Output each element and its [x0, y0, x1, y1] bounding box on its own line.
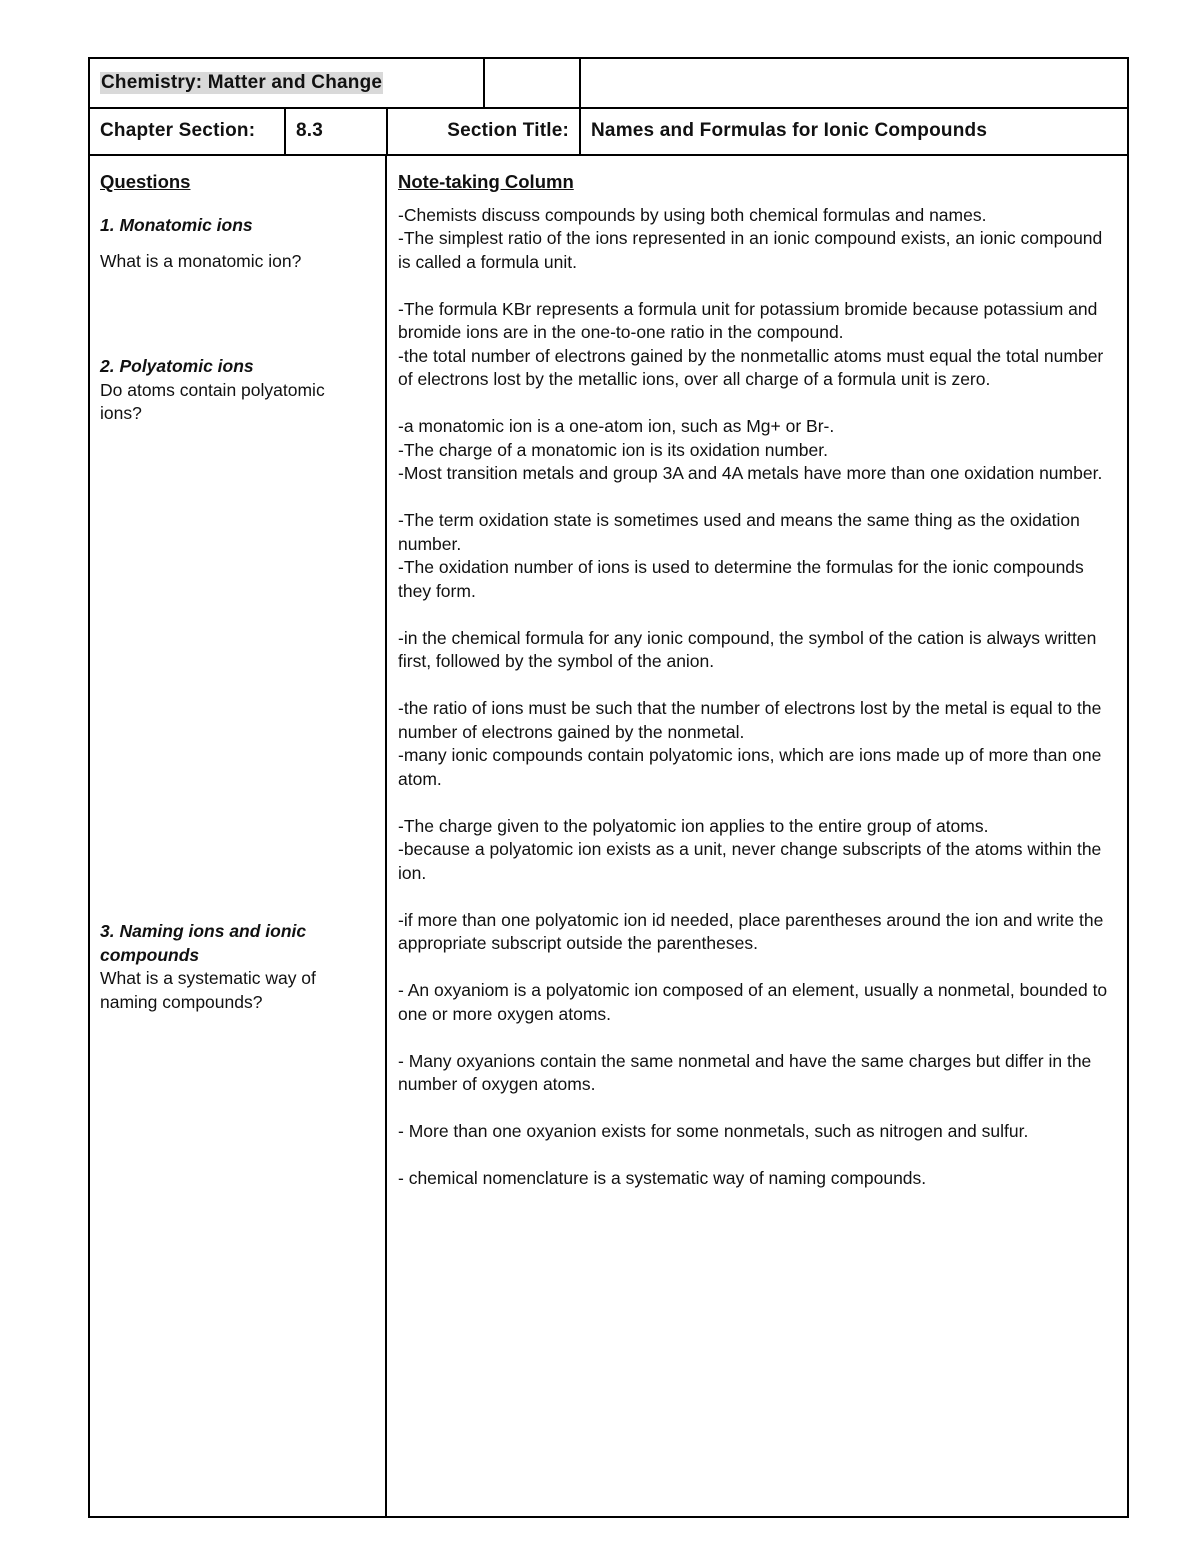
question-item [100, 920, 370, 1014]
note-paragraph [398, 697, 1119, 791]
note-line: -The oxidation number of ions is used to determine the formulas for the ionic compounds they form. [398, 557, 1084, 601]
note-line: -The charge given to the polyatomic ion applies to the entire group of atoms. [398, 815, 989, 836]
col-divider-title-1 [483, 59, 485, 108]
course-title: Chemistry: Matter and Change [101, 72, 383, 93]
chapter-section-label: Chapter Section: [100, 120, 256, 141]
note-line: -if more than one polyatomic ion id needed, place parentheses around the ion and write the appropriate subscript outside the parentheses. [398, 909, 1104, 953]
chapter-section-value: 8.3 [296, 120, 324, 141]
note-line: - An oxyaniom is a polyatomic ion composed of an element, usually a nonmetal, bounded to one or more oxygen atoms. [398, 980, 1108, 1024]
note-paragraph [398, 1050, 1119, 1097]
note-line: -in the chemical formula for any ionic compound, the symbol of the cation is always written first, followed by the symbol of the anion. [398, 627, 1097, 671]
note-line: - Many oxyanions contain the same nonmetal and have the same charges but differ in the number of oxygen atoms. [398, 1050, 1092, 1094]
note-paragraph [398, 415, 1119, 486]
col-divider-title-2 [579, 59, 581, 108]
note-paragraph [398, 509, 1119, 603]
question-title: 2. Polyatomic ions [100, 356, 254, 376]
notes-body [398, 204, 1119, 1191]
note-line: -The formula KBr represents a formula unit for potassium bromide because potassium and bromide ions are in the one-to-one ratio in the compound. [398, 298, 1098, 342]
note-line: -The term oxidation state is sometimes used and means the same thing as the oxidation number. [398, 510, 1080, 554]
note-paragraph [398, 1120, 1119, 1144]
note-line: -The charge of a monatomic ion is its oxidation number. [398, 439, 828, 460]
question-text: What is a systematic way of naming compounds? [100, 968, 316, 1012]
question-title: 1. Monatomic ions [100, 215, 253, 235]
note-line: -The simplest ratio of the ions represented in an ionic compound exists, an ionic compound is called a formula unit. [398, 228, 1103, 272]
question-text: What is a monatomic ion? [100, 250, 302, 271]
section-title-label: Section Title: [447, 120, 569, 141]
note-paragraph [398, 979, 1119, 1026]
cornell-notes-sheet [88, 57, 1129, 1518]
note-line: -because a polyatomic ion exists as a unit, never change subscripts of the atoms within the ion. [398, 839, 1102, 883]
note-paragraph [398, 204, 1119, 275]
note-line: -Most transition metals and group 3A and 4A metals have more than one oxidation number. [398, 463, 1103, 483]
question-item [100, 355, 370, 426]
note-line: - chemical nomenclature is a systematic way of naming compounds. [398, 1168, 927, 1188]
question-item [100, 214, 370, 273]
note-paragraph [398, 815, 1119, 886]
section-title-value: Names and Formulas for Ionic Compounds [591, 120, 988, 141]
note-line: -Chemists discuss compounds by using both chemical formulas and names. [398, 204, 987, 225]
notes-heading: Note-taking Column [398, 171, 574, 192]
note-paragraph [398, 909, 1119, 956]
note-line: - More than one oxyanion exists for some nonmetals, such as nitrogen and sulfur. [398, 1121, 1029, 1141]
note-line: -many ionic compounds contain polyatomic ions, which are ions made up of more than one atom. [398, 745, 1102, 789]
question-text: Do atoms contain polyatomic ions? [100, 379, 325, 423]
note-line: -the ratio of ions must be such that the number of electrons lost by the metal is equal to the number of electrons gained by the nonmetal. [398, 698, 1102, 742]
questions-column [90, 156, 386, 1516]
note-paragraph [398, 627, 1119, 674]
notes-column [388, 156, 1127, 1516]
questions-heading: Questions [100, 171, 191, 192]
question-title: 3. Naming ions and ionic compounds [100, 921, 307, 965]
course-title-cell [90, 59, 483, 109]
note-line: -a monatomic ion is a one-atom ion, such as Mg+ or Br-. [398, 416, 835, 436]
note-line: -the total number of electrons gained by the nonmetallic atoms must equal the total number of electrons lost by the metallic ions, over all charge of a formula unit is zero. [398, 345, 1104, 389]
note-paragraph [398, 298, 1119, 392]
note-paragraph [398, 1167, 1119, 1191]
